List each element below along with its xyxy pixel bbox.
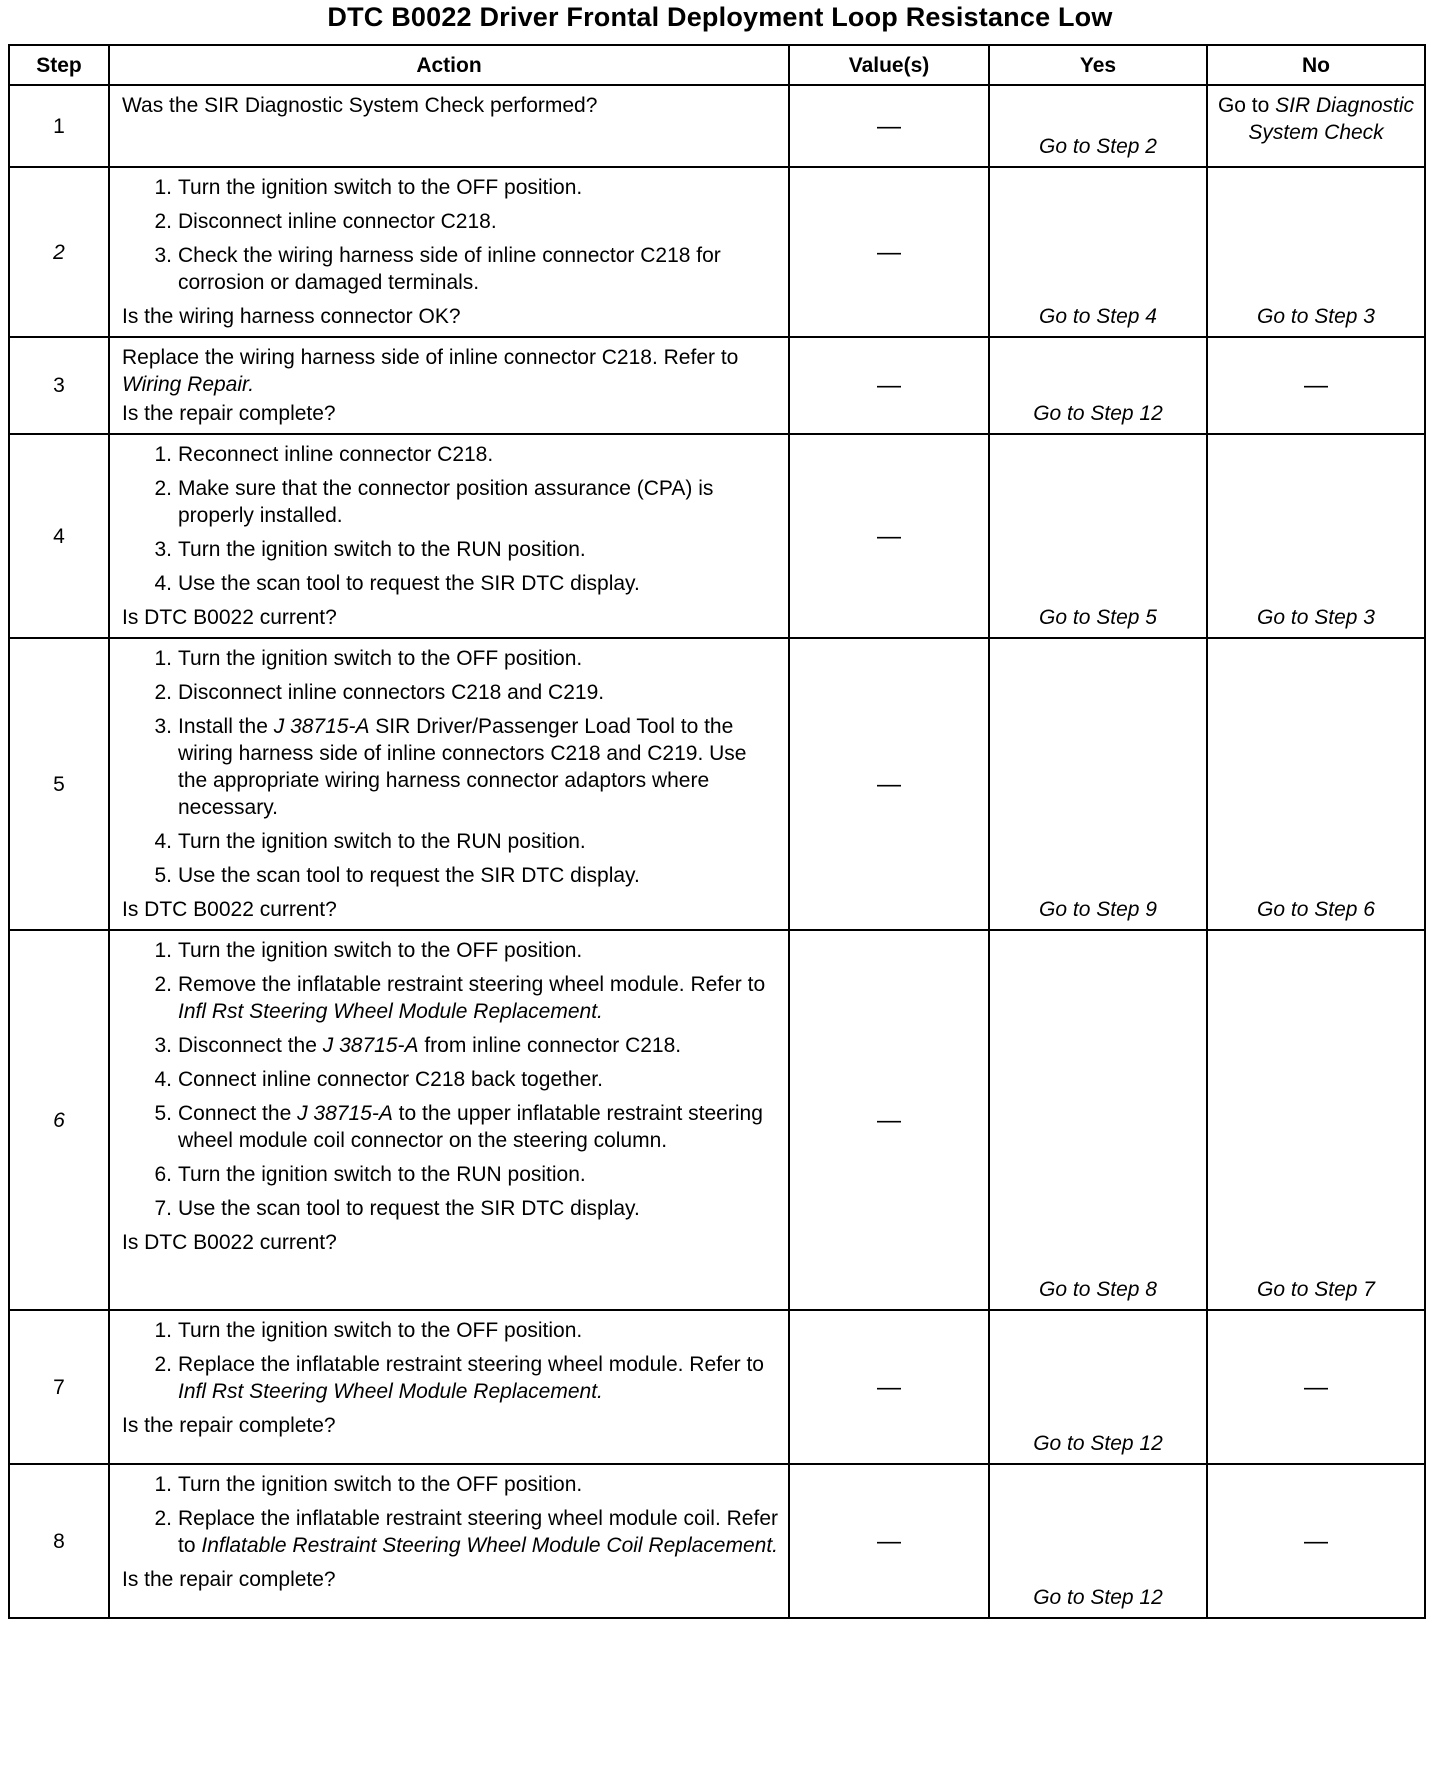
action-step-item xyxy=(122,1351,778,1405)
text-run: Install the xyxy=(178,715,274,738)
action-step-item xyxy=(122,679,778,706)
step-number: 4. xyxy=(154,830,172,853)
step-number: 5. xyxy=(154,1102,172,1125)
yes-cell: Go to Step 12 xyxy=(989,1464,1207,1618)
step-number: 3. xyxy=(154,538,172,561)
reference-text: Go to Step 3 xyxy=(1257,305,1375,328)
column-header-yes: Yes xyxy=(989,45,1207,85)
text-run: Turn the ignition switch to the OFF position. xyxy=(178,176,583,199)
text-run: Turn the ignition switch to the OFF position. xyxy=(178,1473,583,1496)
action-cell xyxy=(109,638,789,930)
action-cell xyxy=(109,434,789,638)
text-run: Make sure that the connector position assurance (CPA) is properly installed. xyxy=(178,477,714,527)
action-step-item xyxy=(122,862,778,889)
action-question: Is DTC B0022 current? xyxy=(122,898,337,921)
text-run: Use the scan tool to request the SIR DTC display. xyxy=(178,1197,640,1220)
action-step-item xyxy=(122,1505,778,1559)
value-cell: — xyxy=(789,167,989,337)
column-header-action: Action xyxy=(109,45,789,85)
text-run: — xyxy=(1304,372,1328,399)
action-step-item xyxy=(122,1100,778,1154)
table-row xyxy=(9,930,1425,1310)
text-run: Use the scan tool to request the SIR DTC display. xyxy=(178,572,640,595)
action-question: Is DTC B0022 current? xyxy=(122,606,337,629)
step-cell: 7 xyxy=(9,1310,109,1464)
action-step-item xyxy=(122,570,778,597)
step-cell: 4 xyxy=(9,434,109,638)
no-cell xyxy=(1207,167,1425,337)
text-run: Disconnect inline connector C218. xyxy=(178,210,497,233)
yes-cell: Go to Step 12 xyxy=(989,1310,1207,1464)
step-cell: 6 xyxy=(9,930,109,1310)
step-number: 2. xyxy=(154,1507,172,1530)
step-number: 1. xyxy=(154,443,172,466)
no-cell xyxy=(1207,1464,1425,1618)
action-steps xyxy=(122,645,778,889)
value-cell: — xyxy=(789,1310,989,1464)
action-step-item xyxy=(122,1317,778,1344)
step-number: 3. xyxy=(154,1034,172,1057)
action-question: Is the repair complete? xyxy=(122,1414,336,1437)
text-run: SIR Driver/Passenger Load Tool to the wiring harness side of inline connectors C218 and C219. Use the appropriate wiring harness connector adaptors where necessary. xyxy=(178,715,747,819)
action-question: Is the repair complete? xyxy=(122,1568,336,1591)
text-run: — xyxy=(1304,1527,1328,1555)
action-cell xyxy=(109,85,789,167)
action-steps xyxy=(122,441,778,597)
step-number: 3. xyxy=(154,715,172,738)
action-step-item xyxy=(122,645,778,672)
action-step-item xyxy=(122,208,778,235)
table-header-row xyxy=(9,45,1425,85)
action-question: Is DTC B0022 current? xyxy=(122,1231,337,1254)
step-number: 4. xyxy=(154,572,172,595)
step-number: 6. xyxy=(154,1163,172,1186)
action-steps xyxy=(122,1317,778,1405)
value-cell: — xyxy=(789,337,989,434)
reference-text: Wiring Repair. xyxy=(122,373,255,396)
action-cell xyxy=(109,167,789,337)
reference-text: J 38715-A xyxy=(322,1034,419,1057)
column-header-step: Step xyxy=(9,45,109,85)
table-row xyxy=(9,337,1425,434)
text-run: Turn the ignition switch to the OFF position. xyxy=(178,1319,583,1342)
value-cell: — xyxy=(789,930,989,1310)
step-cell: 5 xyxy=(9,638,109,930)
page-title: DTC B0022 Driver Frontal Deployment Loop Resistance Low xyxy=(327,2,1113,32)
no-cell xyxy=(1207,434,1425,638)
diagnostic-table xyxy=(8,44,1426,1619)
action-step-item xyxy=(122,1471,778,1498)
action-step-item xyxy=(122,937,778,964)
action-step-item xyxy=(122,1161,778,1188)
action-steps xyxy=(122,1471,778,1559)
yes-cell: Go to Step 5 xyxy=(989,434,1207,638)
step-number: 1. xyxy=(154,647,172,670)
step-number: 2. xyxy=(154,477,172,500)
table-row xyxy=(9,167,1425,337)
column-header-values: Value(s) xyxy=(789,45,989,85)
step-cell: 8 xyxy=(9,1464,109,1618)
action-step-item xyxy=(122,475,778,529)
table-row xyxy=(9,85,1425,167)
table-body xyxy=(9,85,1425,1618)
action-cell xyxy=(109,337,789,434)
action-question: Is the repair complete? xyxy=(122,402,336,425)
no-cell xyxy=(1207,638,1425,930)
text-run: Turn the ignition switch to the OFF position. xyxy=(178,939,583,962)
text-run: Go to xyxy=(1217,94,1276,117)
reference-text: Go to Step 7 xyxy=(1257,1278,1375,1301)
action-cell xyxy=(109,930,789,1310)
reference-text: Infl Rst Steering Wheel Module Replacement. xyxy=(178,1000,603,1023)
value-cell: — xyxy=(789,1464,989,1618)
step-number: 2. xyxy=(154,973,172,996)
yes-cell: Go to Step 4 xyxy=(989,167,1207,337)
action-intro xyxy=(122,344,778,398)
text-run: Check the wiring harness side of inline connector C218 for corrosion or damaged terminals. xyxy=(178,244,721,294)
action-step-item xyxy=(122,713,778,821)
text-run: to the upper inflatable restraint steering wheel module coil connector on the steering column. xyxy=(178,1102,763,1152)
text-run: Remove the inflatable restraint steering wheel module. Refer to xyxy=(178,973,766,996)
step-number: 3. xyxy=(154,244,172,267)
no-cell xyxy=(1207,337,1425,434)
action-cell xyxy=(109,1310,789,1464)
action-step-item xyxy=(122,174,778,201)
reference-text: J 38715-A xyxy=(297,1102,393,1125)
table-row xyxy=(9,638,1425,930)
text-run: Turn the ignition switch to the RUN position. xyxy=(178,830,586,853)
text-run: Replace the wiring harness side of inline connector C218. Refer to xyxy=(122,346,739,369)
text-run: — xyxy=(1304,1373,1328,1401)
step-number: 1. xyxy=(154,1319,172,1342)
step-number: 2. xyxy=(154,1353,172,1376)
no-cell xyxy=(1207,85,1425,167)
text-run: Disconnect the xyxy=(178,1034,323,1057)
text-run: Replace the inflatable restraint steering wheel module. Refer to xyxy=(178,1353,764,1376)
step-number: 7. xyxy=(154,1197,172,1220)
action-cell xyxy=(109,1464,789,1618)
yes-cell: Go to Step 2 xyxy=(989,85,1207,167)
reference-text: Infl Rst Steering Wheel Module Replacement. xyxy=(178,1380,603,1403)
table-row xyxy=(9,434,1425,638)
action-step-item xyxy=(122,441,778,468)
reference-text: SIR xyxy=(1275,94,1311,117)
step-cell: 3 xyxy=(9,337,109,434)
reference-text: Diagnostic System Check xyxy=(1248,94,1415,144)
step-number: 2. xyxy=(154,681,172,704)
step-number: 1. xyxy=(154,176,172,199)
action-step-item xyxy=(122,1032,778,1059)
text-run: Connect inline connector C218 back together. xyxy=(178,1068,603,1091)
reference-text: Inflatable Restraint Steering Wheel Module Coil Replacement. xyxy=(201,1534,778,1557)
action-step-item xyxy=(122,536,778,563)
text-run: Reconnect inline connector C218. xyxy=(178,443,494,466)
yes-cell: Go to Step 9 xyxy=(989,638,1207,930)
step-number: 1. xyxy=(154,939,172,962)
action-steps xyxy=(122,937,778,1222)
text-run: Use the scan tool to request the SIR DTC display. xyxy=(178,864,640,887)
text-run: Was the SIR Diagnostic System Check performed? xyxy=(122,94,598,117)
no-cell xyxy=(1207,1310,1425,1464)
action-step-item xyxy=(122,971,778,1025)
value-cell: — xyxy=(789,85,989,167)
column-header-no: No xyxy=(1207,45,1425,85)
table-row xyxy=(9,1310,1425,1464)
action-intro xyxy=(122,92,778,119)
action-step-item xyxy=(122,828,778,855)
text-run: Turn the ignition switch to the RUN position. xyxy=(178,1163,586,1186)
step-number: 2. xyxy=(154,210,172,233)
reference-text: Go to Step 6 xyxy=(1257,898,1375,921)
yes-cell: Go to Step 12 xyxy=(989,337,1207,434)
text-run: Replace the inflatable restraint steering wheel module coil. Refer to xyxy=(178,1507,778,1557)
value-cell: — xyxy=(789,434,989,638)
step-number: 5. xyxy=(154,864,172,887)
step-cell: 2 xyxy=(9,167,109,337)
text-run: from inline connector C218. xyxy=(418,1034,682,1057)
action-step-item xyxy=(122,1195,778,1222)
text-run: Disconnect inline connectors C218 and C219. xyxy=(178,681,605,704)
no-cell xyxy=(1207,930,1425,1310)
table-row xyxy=(9,1464,1425,1618)
value-cell: — xyxy=(789,638,989,930)
text-run: Connect the xyxy=(178,1102,298,1125)
step-cell: 1 xyxy=(9,85,109,167)
reference-text: J 38715-A xyxy=(273,715,370,738)
step-number: 1. xyxy=(154,1473,172,1496)
action-step-item xyxy=(122,242,778,296)
step-number: 4. xyxy=(154,1068,172,1091)
text-run: Turn the ignition switch to the OFF position. xyxy=(178,647,583,670)
yes-cell: Go to Step 8 xyxy=(989,930,1207,1310)
action-question: Is the wiring harness connector OK? xyxy=(122,305,461,328)
reference-text: Go to Step 3 xyxy=(1257,606,1375,629)
action-steps xyxy=(122,174,778,296)
text-run: Turn the ignition switch to the RUN position. xyxy=(178,538,586,561)
action-step-item xyxy=(122,1066,778,1093)
